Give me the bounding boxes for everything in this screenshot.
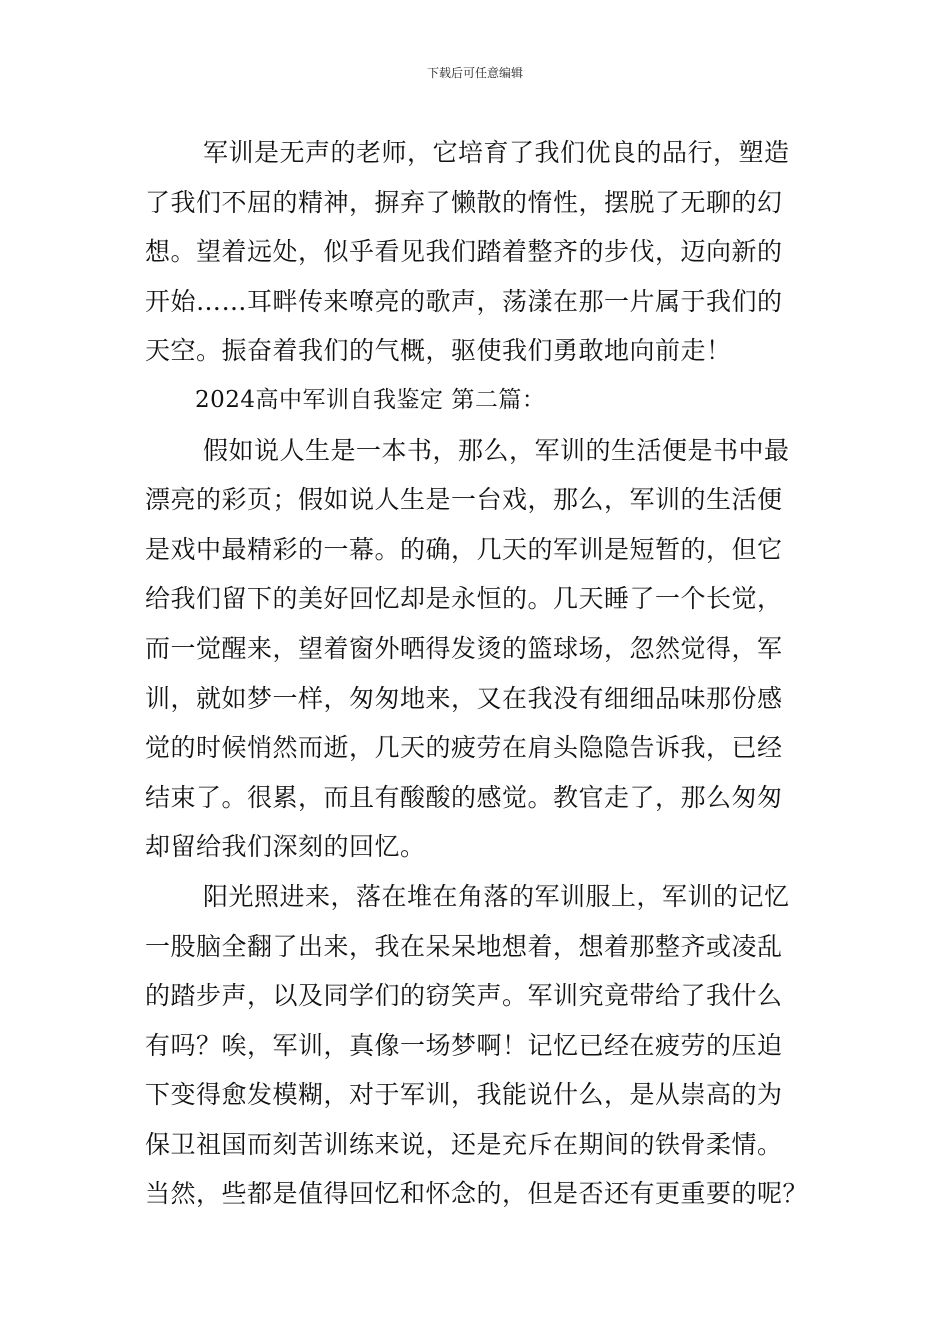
- text-line: 当然，些都是值得回忆和怀念的，但是否还有更重要的呢？: [145, 1179, 809, 1209]
- text-line: 阳光照进来，落在堆在角落的军训服上，军训的记忆: [203, 881, 790, 911]
- document-body: [145, 128, 807, 1219]
- text-line: 有吗？唉，军训，真像一场梦啊！记忆已经在疲劳的压迫: [145, 1030, 783, 1060]
- text-line: 给我们留下的美好回忆却是永恒的。几天睡了一个长觉，: [145, 584, 783, 614]
- text-line: 想。望着远处，似乎看见我们踏着整齐的步伐，迈向新的: [145, 237, 783, 267]
- text-line: 却留给我们深刻的回忆。: [145, 832, 426, 862]
- text-line: 漂亮的彩页；假如说人生是一台戏，那么，军训的生活便: [145, 485, 783, 515]
- text-line: 天空。振奋着我们的气概，驱使我们勇敢地向前走！: [145, 336, 732, 366]
- text-line: 训，就如梦一样，匆匆地来，又在我没有细细品味那份感: [145, 683, 783, 713]
- text-line: 了我们不屈的精神，摒弃了懒散的惰性，摆脱了无聊的幻: [145, 187, 783, 217]
- text-line: 的踏步声，以及同学们的窃笑声。军训究竟带给了我什么: [145, 981, 783, 1011]
- text-line: 下变得愈发模糊，对于军训，我能说什么，是从崇高的为: [145, 1080, 783, 1110]
- section-heading: 2024高中军训自我鉴定 第二篇：: [195, 386, 546, 413]
- text-line: 开始……耳畔传来嘹亮的歌声，荡漾在那一片属于我们的: [145, 286, 783, 316]
- text-line: 结束了。很累，而且有酸酸的感觉。教官走了，那么匆匆: [145, 782, 783, 812]
- text-line: 保卫祖国而刻苦训练来说，还是充斥在期间的铁骨柔情。: [145, 1129, 783, 1159]
- text-line: 军训是无声的老师，它培育了我们优良的品行，塑造: [203, 138, 790, 167]
- text-line: 是戏中最精彩的一幕。的确，几天的军训是短暂的，但它: [145, 534, 783, 564]
- text-line: 一股脑全翻了出来，我在呆呆地想着，想着那整齐或凌乱: [145, 931, 783, 961]
- text-line: 假如说人生是一本书，那么，军训的生活便是书中最: [203, 435, 790, 465]
- text-line: 觉的时候悄然而逝，几天的疲劳在肩头隐隐告诉我，已经: [145, 733, 783, 763]
- page-header: 下载后可任意编辑: [426, 66, 523, 80]
- text-line: 而一觉醒来，望着窗外晒得发烫的篮球场，忽然觉得，军: [145, 633, 783, 663]
